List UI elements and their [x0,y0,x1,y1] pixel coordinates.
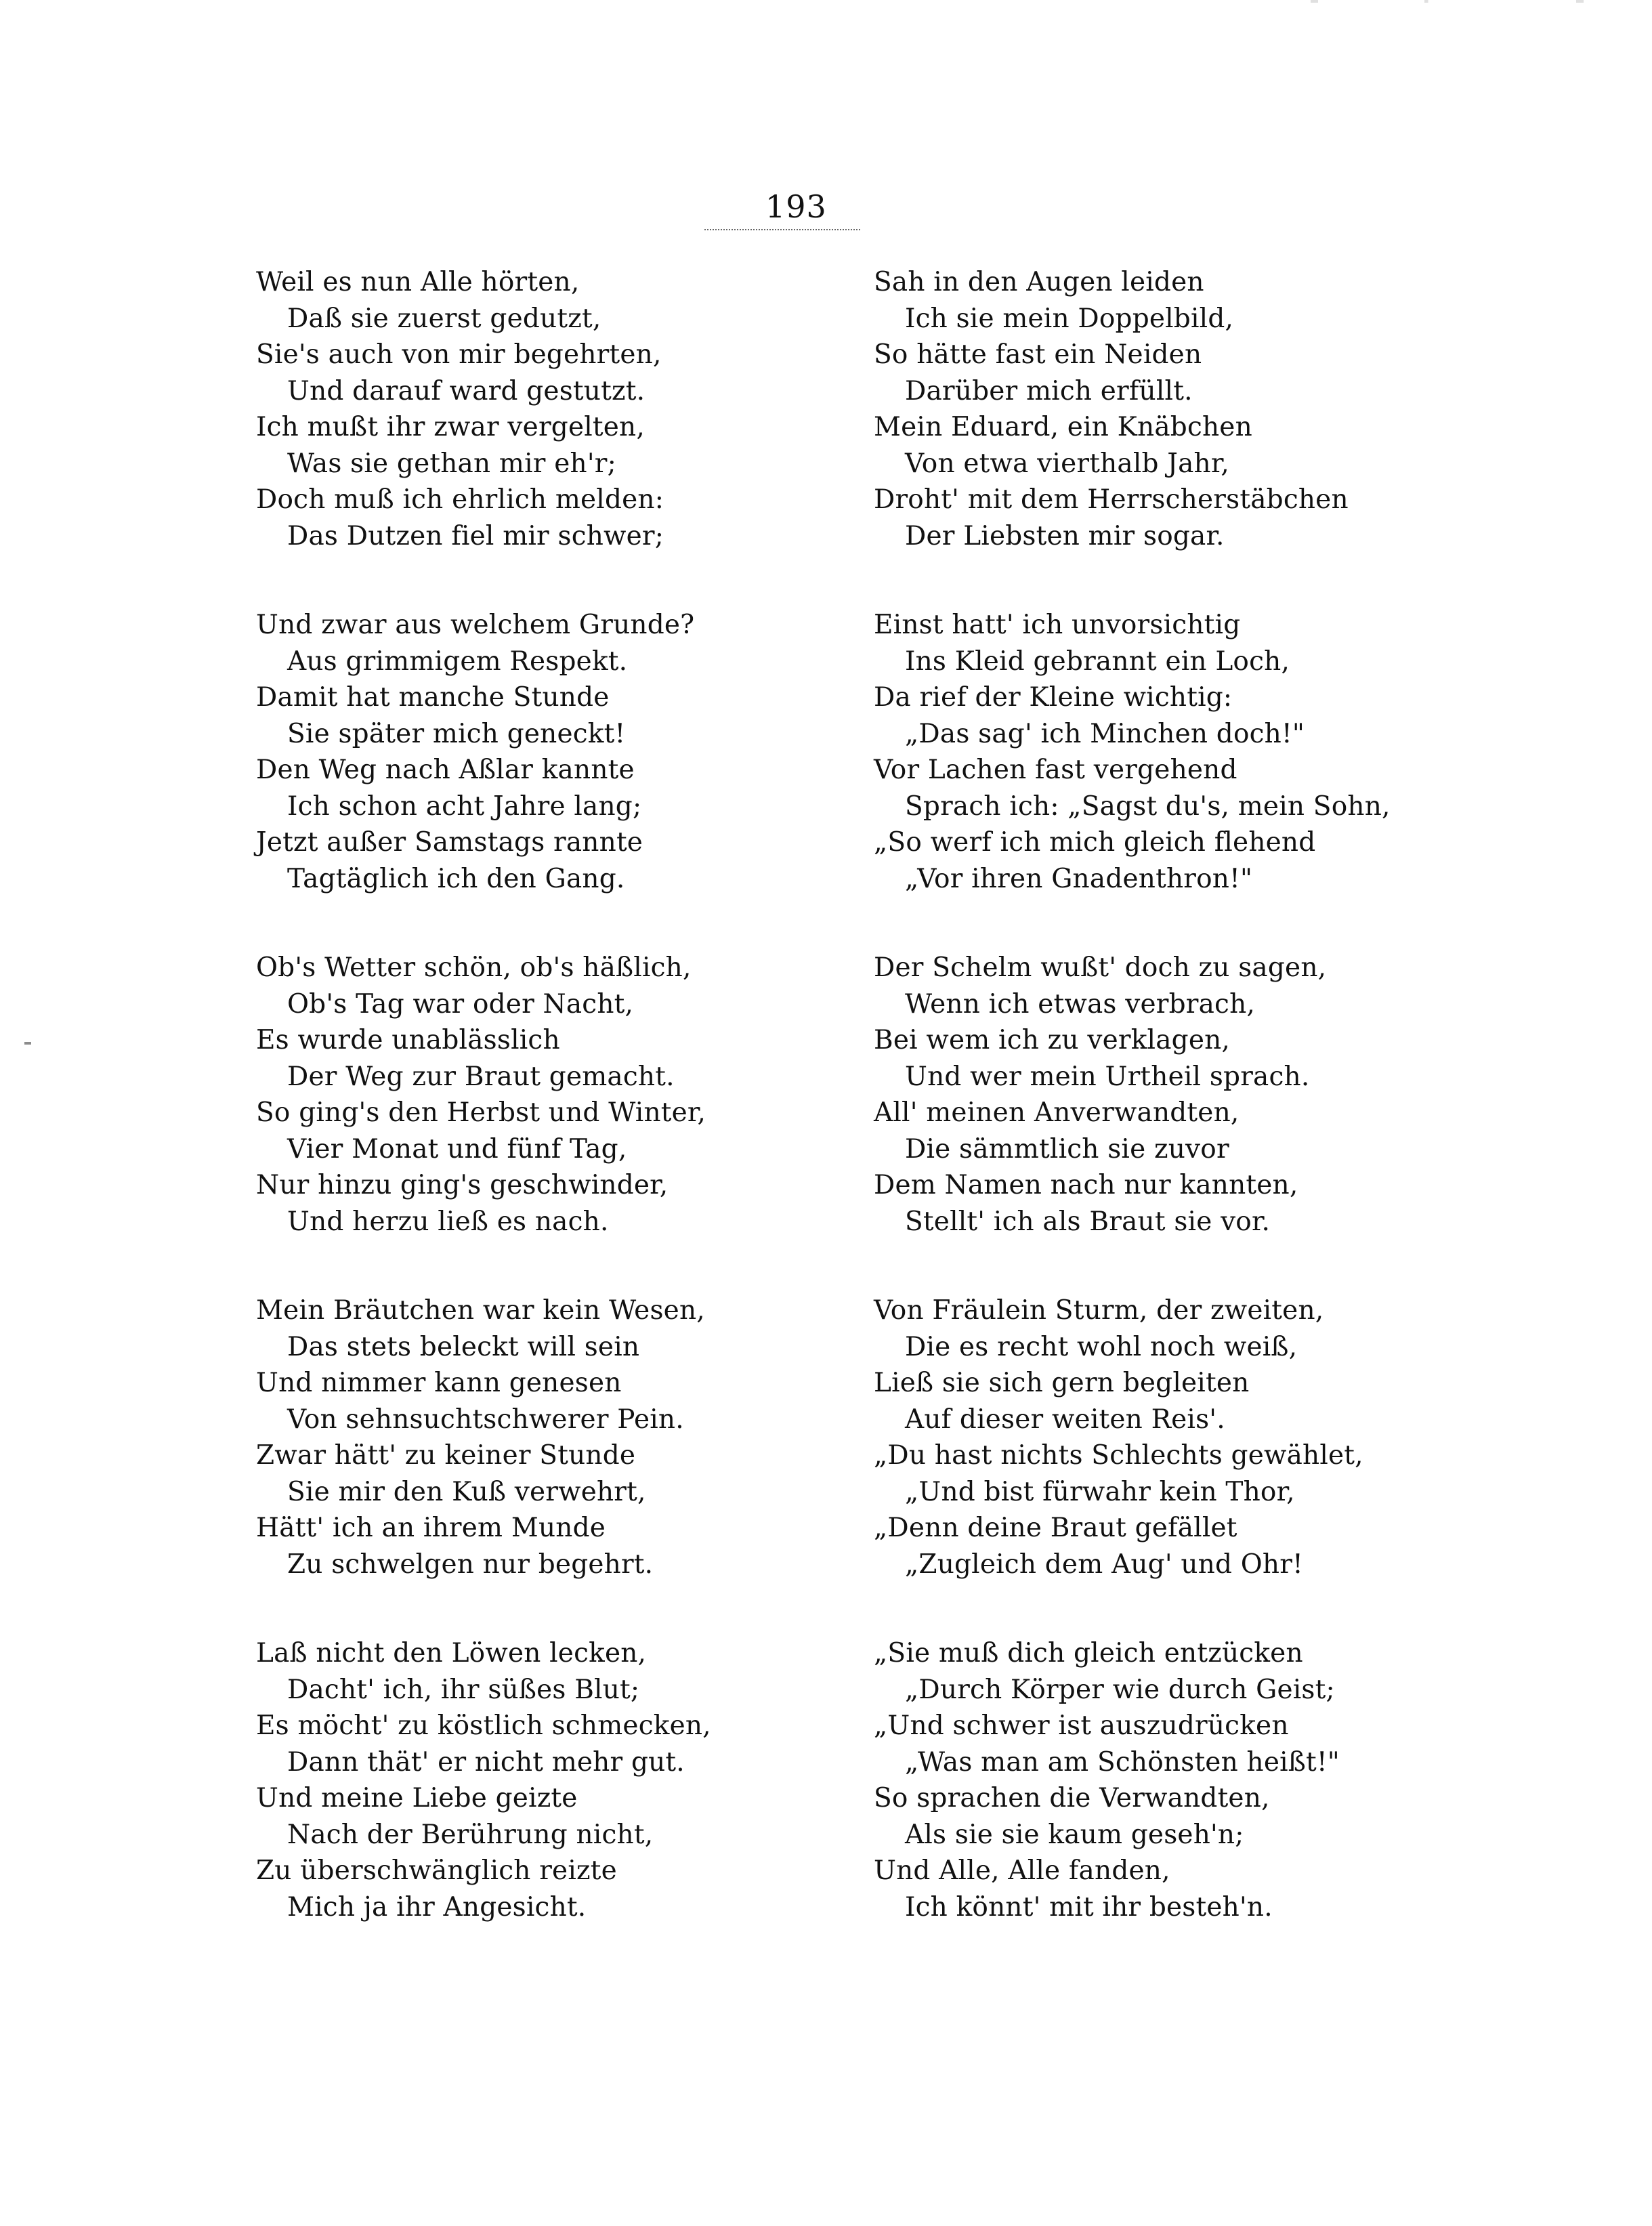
verse-line: Und nimmer kann genesen [256,1368,622,1398]
verse-line: Ich schon acht Jahre lang; [287,791,642,822]
verse-line: Droht' mit dem Herrscherstäbchen [874,484,1349,515]
stanza [256,607,879,950]
verse-line: Daß sie zuerst gedutzt, [287,303,601,334]
verse-line: Mein Eduard, ein Knäbchen [874,412,1252,442]
verse-line: Sie mir den Kuß verwehrt, [287,1476,646,1507]
verse-line: Ich sie mein Doppelbild, [905,303,1234,334]
scan-margin-mark [24,1042,31,1045]
stanza [256,950,879,1293]
verse-line: Zu schwelgen nur begehrt. [287,1549,654,1580]
verse-line: Weil es nun Alle hörten, [256,267,580,297]
verse-line: Nur hinzu ging's geschwinder, [256,1170,669,1200]
verse-line: Jetzt außer Samstags rannte [256,827,643,858]
verse-line: „Denn deine Braut gefället [874,1513,1237,1543]
verse-line: Laß nicht den Löwen lecken, [256,1638,647,1668]
page-number: 193 [765,188,827,225]
verse-line: Darüber mich erfüllt. [905,375,1193,406]
verse-line: Sie später mich geneckt! [287,718,626,749]
page-number-rule [704,229,860,230]
verse-line: „Du hast nichts Schlechts gewählet, [874,1440,1363,1471]
verse-line: „Sie muß dich gleich entzücken [874,1638,1303,1668]
verse-line: Ich könnt' mit ihr besteh'n. [905,1891,1273,1923]
left-column [256,264,879,1978]
verse-line: Sah in den Augen leiden [874,267,1204,297]
verse-line: Zu überschwänglich reizte [256,1855,617,1886]
stanza [874,1293,1497,1635]
verse-line: Der Liebsten mir sogar. [905,520,1225,551]
verse-line: All' meinen Anverwandten, [874,1097,1240,1128]
verse-line: Stellt' ich als Braut sie vor. [905,1206,1271,1237]
verse-line: Zwar hätt' zu keiner Stunde [256,1440,636,1471]
stanza [874,950,1497,1293]
verse-line: „Und bist fürwahr kein Thor, [905,1476,1295,1507]
verse-line: Bei wem ich zu verklagen, [874,1025,1231,1055]
verse-line: Das stets beleckt will sein [287,1331,640,1362]
verse-line: Und herzu ließ es nach. [287,1206,609,1237]
verse-line: Hätt' ich an ihrem Munde [256,1513,606,1543]
verse-line: „Zugleich dem Aug' und Ohr! [905,1549,1303,1580]
verse-line: Die sämmtlich sie zuvor [905,1133,1229,1164]
verse-line: Doch muß ich ehrlich melden: [256,484,664,515]
stanza [874,607,1497,950]
verse-line: Ließ sie sich gern begleiten [874,1368,1250,1398]
verse-line: Von etwa vierthalb Jahr, [905,448,1230,479]
verse-line: Als sie sie kaum geseh'n; [905,1819,1244,1850]
verse-line: Der Weg zur Braut gemacht. [287,1061,675,1092]
verse-line: Aus grimmigem Respekt. [287,646,628,677]
verse-line: Das Dutzen fiel mir schwer; [287,520,664,551]
verse-line: Und wer mein Urtheil sprach. [905,1061,1310,1092]
verse-line: Und darauf ward gestutzt. [287,375,645,406]
verse-line: So hätte fast ein Neiden [874,339,1202,370]
stanza [874,1635,1497,1978]
verse-line: Vier Monat und fünf Tag, [287,1133,627,1164]
verse-line: „So werf ich mich gleich flehend [874,827,1316,858]
verse-line: Von sehnsuchtschwerer Pein. [287,1404,684,1435]
verse-line: Mein Bräutchen war kein Wesen, [256,1295,705,1326]
verse-line: „Was man am Schönsten heißt!" [905,1746,1340,1778]
verse-line: Sie's auch von mir begehrten, [256,339,662,370]
verse-line: Ins Kleid gebrannt ein Loch, [905,646,1290,677]
verse-line: Auf dieser weiten Reis'. [905,1404,1225,1435]
verse-line: Mich ja ihr Angesicht. [287,1891,587,1923]
verse-line: Ob's Wetter schön, ob's häßlich, [256,952,692,983]
verse-line: Sprach ich: „Sagst du's, mein Sohn, [905,791,1391,822]
verse-line: Und zwar aus welchem Grunde? [256,610,695,640]
verse-line: Ich mußt ihr zwar vergelten, [256,412,645,442]
verse-line: Die es recht wohl noch weiß, [905,1331,1298,1362]
verse-line: „Und schwer ist auszudrücken [874,1710,1289,1741]
stanza [256,1293,879,1635]
verse-line: Und meine Liebe geizte [256,1783,578,1813]
verse-line: Einst hatt' ich unvorsichtig [874,610,1241,640]
scan-edge-mark [1273,0,1652,3]
stanza [256,1635,879,1978]
verse-line: „Durch Körper wie durch Geist; [905,1674,1335,1705]
verse-line: Es wurde unablässlich [256,1025,560,1055]
verse-line: Den Weg nach Aßlar kannte [256,755,635,785]
verse-line: Dem Namen nach nur kannten, [874,1170,1298,1200]
verse-line: Dacht' ich, ihr süßes Blut; [287,1674,640,1705]
verse-line: „Vor ihren Gnadenthron!" [905,863,1253,894]
verse-line: Dann thät' er nicht mehr gut. [287,1746,685,1778]
stanza [874,264,1497,607]
verse-line: Es möcht' zu köstlich schmecken, [256,1710,711,1741]
verse-line: So sprachen die Verwandten, [874,1783,1270,1813]
verse-line: So ging's den Herbst und Winter, [256,1097,706,1128]
verse-line: Von Fräulein Sturm, der zweiten, [874,1295,1324,1326]
verse-line: Ob's Tag war oder Nacht, [287,988,634,1020]
verse-line: Und Alle, Alle fanden, [874,1855,1170,1886]
verse-line: Da rief der Kleine wichtig: [874,682,1233,713]
verse-line: Wenn ich etwas verbrach, [905,988,1256,1020]
verse-line: „Das sag' ich Minchen doch!" [905,718,1305,749]
verse-line: Vor Lachen fast vergehend [874,755,1237,785]
verse-line: Damit hat manche Stunde [256,682,610,713]
right-column [874,264,1497,1978]
verse-line: Nach der Berührung nicht, [287,1819,654,1850]
verse-line: Was sie gethan mir eh'r; [287,448,616,479]
stanza [256,264,879,607]
verse-line: Tagtäglich ich den Gang. [287,863,625,894]
verse-line: Der Schelm wußt' doch zu sagen, [874,952,1327,983]
